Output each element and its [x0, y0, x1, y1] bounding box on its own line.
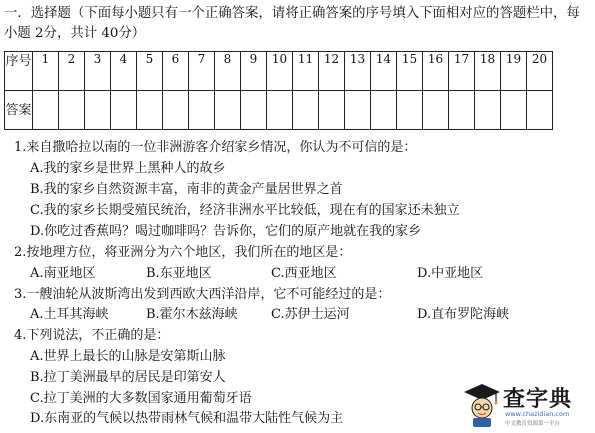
question-2-option-d[interactable]: D.中亚地区 — [417, 266, 484, 281]
question-3-option-a[interactable]: A.土耳其海峡 — [30, 307, 109, 322]
answer-cell[interactable] — [189, 91, 215, 130]
question-2-option-c[interactable]: C.西亚地区 — [271, 266, 337, 281]
answer-cell[interactable] — [215, 91, 241, 130]
question-4-option-d[interactable]: D.东南亚的气候以热带雨林气候和温带大陆性气候为主 — [30, 411, 344, 426]
question-1-option-a[interactable]: A.我的家乡是世界上黑种人的故乡 — [30, 161, 226, 176]
question-3-option-c[interactable]: C.苏伊士运河 — [271, 307, 350, 322]
chazidian-watermark — [463, 380, 585, 430]
question-number: 5 — [137, 52, 163, 91]
answer-cell[interactable] — [111, 91, 137, 130]
graduation-cap-mascot-icon — [463, 382, 501, 428]
answer-cell[interactable] — [267, 91, 293, 130]
question-number: 10 — [267, 52, 293, 91]
question-number: 1 — [33, 52, 59, 91]
answer-cell[interactable] — [33, 91, 59, 130]
answer-row — [5, 91, 553, 130]
question-number: 14 — [371, 52, 397, 91]
question-number: 18 — [475, 52, 501, 91]
answer-cell[interactable] — [345, 91, 371, 130]
question-1-option-b[interactable]: B.我的家乡自然资源丰富，南非的黄金产量居世界之首 — [30, 182, 343, 197]
question-number: 3 — [85, 52, 111, 91]
question-number: 4 — [111, 52, 137, 91]
question-number: 11 — [293, 52, 319, 91]
number-row — [5, 52, 553, 91]
question-1-option-c[interactable]: C.我的家乡长期受殖民统治，经济非洲水平比较低，现在有的国家还未独立 — [30, 203, 460, 218]
question-number: 12 — [319, 52, 345, 91]
answer-cell[interactable] — [137, 91, 163, 130]
number-row-header: 序号 — [5, 52, 33, 91]
question-2-option-a[interactable]: A.南亚地区 — [30, 266, 96, 281]
answer-cell[interactable] — [501, 91, 527, 130]
answer-cell[interactable] — [293, 91, 319, 130]
answer-cell[interactable] — [85, 91, 111, 130]
question-number: 6 — [163, 52, 189, 91]
question-3-option-d[interactable]: D.直布罗陀海峡 — [417, 307, 510, 322]
answer-cell[interactable] — [475, 91, 501, 130]
question-number: 9 — [241, 52, 267, 91]
question-4-option-c[interactable]: C.拉丁美洲的大多数国家通用葡萄牙语 — [30, 391, 252, 406]
question-3-option-b[interactable]: B.霍尔木兹海峡 — [146, 307, 238, 322]
watermark-slogan: 中文教育资源第一平台 — [505, 421, 561, 427]
question-4-option-a[interactable]: A.世界上最长的山脉是安第斯山脉 — [30, 349, 226, 364]
question-2-option-b[interactable]: B.东亚地区 — [146, 266, 212, 281]
question-number: 15 — [397, 52, 423, 91]
section-title: 一．选择题（下面每小题只有一个正确答案，请将正确答案的序号填入下面相对应的答题栏中，每小题 2分，共计 40分） — [4, 6, 580, 41]
question-number: 8 — [215, 52, 241, 91]
question-1-option-d[interactable]: D.你吃过香蕉吗？喝过咖啡吗？告诉你，它们的原产地就在我的家乡 — [30, 224, 422, 239]
question-number: 17 — [449, 52, 475, 91]
answer-cell[interactable] — [163, 91, 189, 130]
answer-table — [4, 51, 553, 130]
question-number: 16 — [423, 52, 449, 91]
question-2-stem: 2.按地理方位，将亚洲分为六个地区，我们所在的地区是： — [14, 245, 352, 260]
question-number: 13 — [345, 52, 371, 91]
question-3-stem: 3.一艘油轮从波斯湾出发到西欧大西洋沿岸，它不可能经过的是： — [14, 287, 391, 302]
answer-cell[interactable] — [59, 91, 85, 130]
question-number: 20 — [527, 52, 553, 91]
answer-cell[interactable] — [397, 91, 423, 130]
question-number: 7 — [189, 52, 215, 91]
question-4-option-b[interactable]: B.拉丁美洲最早的居民是印第安人 — [30, 370, 226, 385]
watermark-url: www.chazidian.com — [505, 410, 570, 418]
question-4-stem: 4.下列说法，不正确的是： — [14, 328, 170, 343]
answer-cell[interactable] — [449, 91, 475, 130]
answer-row-header: 答案 — [5, 91, 33, 130]
answer-cell[interactable] — [423, 91, 449, 130]
answer-cell[interactable] — [319, 91, 345, 130]
answer-cell[interactable] — [241, 91, 267, 130]
watermark-name: 查字典 — [503, 387, 573, 412]
question-number: 19 — [501, 52, 527, 91]
question-1-stem: 1.来自撒哈拉以南的一位非洲游客介绍家乡情况，你认为不可信的是： — [14, 140, 417, 155]
question-number: 2 — [59, 52, 85, 91]
answer-cell[interactable] — [371, 91, 397, 130]
answer-cell[interactable] — [527, 91, 553, 130]
